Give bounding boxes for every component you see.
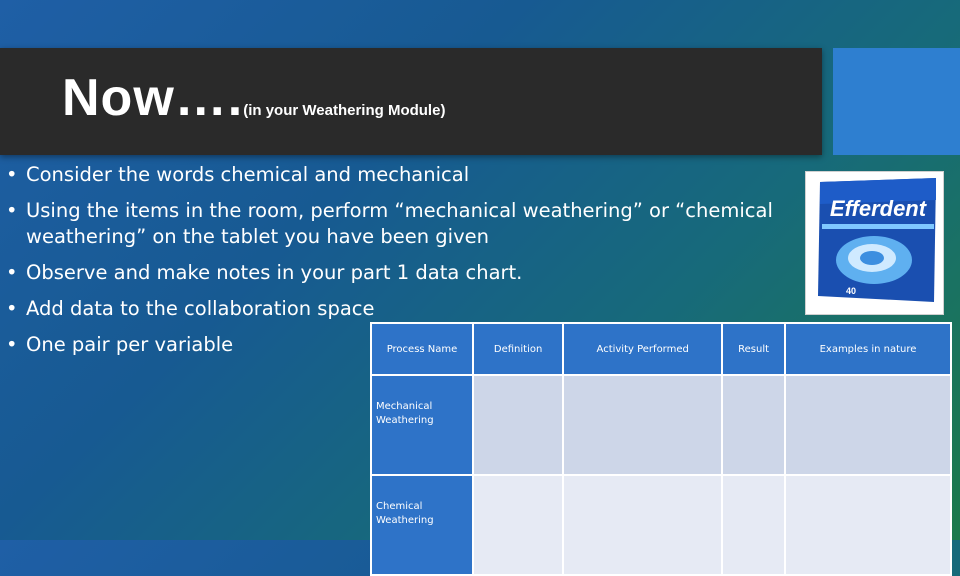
table-cell[interactable]: [786, 376, 950, 474]
header-process-name: Process Name: [372, 324, 472, 374]
bullet-item: • Observe and make notes in your part 1 data chart.: [4, 260, 774, 286]
bullet-item: • Using the items in the room, perform “mechanical weathering” or “chemical weathering” on the tablet you have been given: [4, 198, 774, 250]
page-title: [62, 70, 445, 139]
efferdent-box-graphic: [806, 172, 943, 314]
product-count: 40: [846, 286, 857, 296]
data-chart-table: [370, 322, 952, 576]
table-cell[interactable]: [723, 476, 784, 574]
corner-accent: [833, 48, 960, 155]
table-cell[interactable]: [723, 376, 784, 474]
table-cell[interactable]: [564, 376, 721, 474]
table-cell[interactable]: [786, 476, 950, 574]
header-definition: Definition: [474, 324, 562, 374]
table-cell[interactable]: [474, 376, 562, 474]
header-activity-performed: Activity Performed: [564, 324, 721, 374]
header-examples-in-nature: Examples in nature: [786, 324, 950, 374]
table-row: [372, 376, 950, 474]
bullet-item: • Add data to the collaboration space: [4, 296, 774, 322]
table-cell[interactable]: [474, 476, 562, 574]
efferdent-product-image: [805, 171, 944, 315]
product-brand: Efferdent: [829, 196, 927, 221]
bullet-item: • Consider the words chemical and mechanical: [4, 162, 774, 188]
header-result: Result: [723, 324, 784, 374]
title-subtitle: (in your Weathering Module): [243, 102, 446, 119]
table-cell[interactable]: [564, 476, 721, 574]
table-row: [372, 476, 950, 574]
title-text: Now….: [62, 69, 244, 127]
bullet-item: • One pair per variable: [4, 332, 774, 358]
row-label-chemical: Chemical Weathering: [372, 476, 472, 574]
row-label-mechanical: Mechanical Weathering: [372, 376, 472, 474]
